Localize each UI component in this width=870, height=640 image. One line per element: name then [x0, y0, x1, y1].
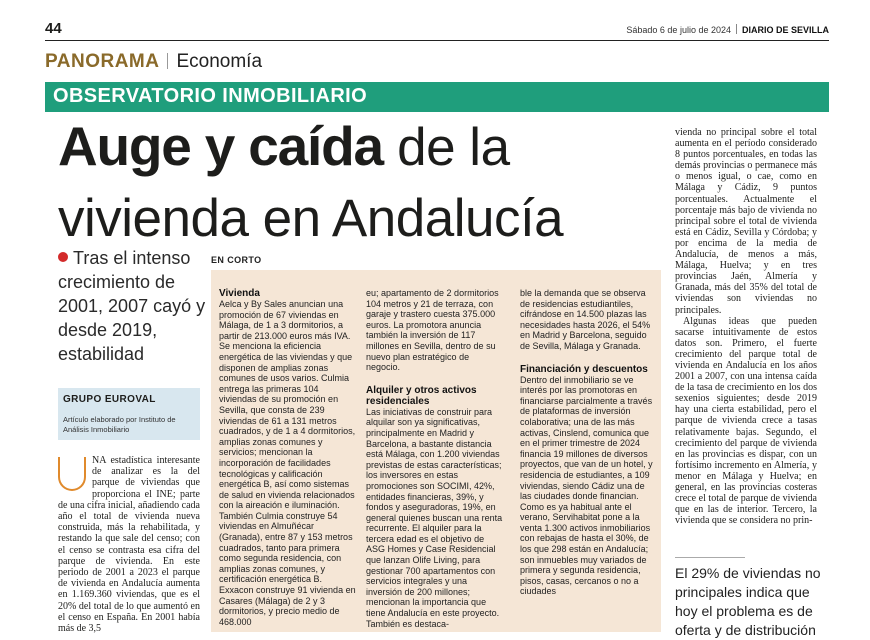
en-corto-paragraph: Aelca y By Sales anuncian una promoción de 67 viviendas en Málaga, de 1 a 3 dormitorios, a partir de 213.000 euros más IVA. Se menciona la eficiencia energética de las viviendas y que disponen de amplias zonas comunes de usos varios. Culmia entrega las primeras 104 viviendas de su promoción en Sevilla, que consta de 239 viviendas de 61 a 131 metros cuadrados, y de 1 a 4 dormitorios, amplias zonas comunes y servicios; mencionan la incorporación de facilidades tecnológicas y calificación energética B, así como sistemas de salud en vivienda relacionados con la aireación e iluminación. También Culmia construye 54 viviendas en Almuñécar (Granada), entre 87 y 153 metros cuadrados, tanto para primera como segunda residencia, con amplias zonas comunes, y certificación energética B. Exxacon construye 91 vivienda en Casares (Málaga) de 2 y 3 dormitorios, y precio medio de 468.000: [219, 299, 356, 627]
en-corto-column-3: [520, 288, 658, 597]
page-number: 44: [45, 20, 62, 37]
en-corto-heading-vivienda: Vivienda: [219, 288, 260, 299]
en-corto-paragraph: ble la demanda que se observa de residencias estudiantiles, cifrándose en 14.500 plazas las necesidades hasta 2026, el 54% en Madrid y Barcelona, seguido de Sevilla, Málaga y Granada.: [520, 288, 651, 351]
headline-bold: Auge y caída: [58, 115, 383, 177]
en-corto-paragraph: Dentro del inmobiliario se ve interés por las promotoras en financiarse parcialmente a través de plataformas de inversión colaborativa; una de las más activas, Cinslend, comunica que en el primer trimestre de 2024 financia 19 millones de diversos proyectos, que van de un hotel, y residencia de estudiantes, a 109 viviendas, siendo Cádiz una de las ciudades donde financian. Como es ya habitual ante el verano, Servihabitat pone a la venta 1.300 activos inmobiliarios con rebajas de hasta el 30%, de los que 298 están en Andalucía; son inmuebles muy variados de primera y segunda residencia, pisos, casas, cercanos o no a ciudades: [520, 374, 653, 597]
body-column-1: [58, 455, 200, 634]
subhead-text: Tras el intenso crecimiento de 2001, 2007 cayó y desde 2019, estabilidad: [58, 248, 206, 364]
newspaper-name: DIARIO DE SEVILLA: [741, 25, 829, 35]
section-banner: [45, 82, 829, 112]
headline-light-2: vivienda en Andalucía: [58, 189, 564, 248]
issue-date: Sábado 6 de julio de 2024: [626, 25, 731, 35]
spacer: [520, 352, 658, 364]
section-header: [45, 51, 262, 73]
body-paragraph: Algunas ideas que pueden sacarse intuitivamente de estos datos son. Primero, el fuerte crecimiento del parque total de vivienda en Andalucía en los años 2001 a 2007, con una intensa caída de la tasa de crecimiento en los dos sexenios siguientes; desde 2019 hay una cierta estabilidad, pero el parque de vivienda crece a tasas relativamente bajas. Segundo, el crecimiento del parque de vivienda en las provincias es dispar, con un fortísimo incremento en Almería, y menor en Málaga y Huelva; en general, en las provincias costeras crece el total de parque de vivienda que en las de interior. Tercero, la vivienda que se considera no prin-: [675, 315, 817, 527]
author-box: [58, 388, 200, 440]
en-corto-heading-alquiler: Alquiler y otros activos residenciales: [366, 384, 477, 407]
spacer: [366, 373, 504, 385]
header-rule: [45, 40, 829, 41]
headline-light-1: de la: [382, 118, 510, 177]
en-corto-column-2: [366, 288, 504, 629]
en-corto-label: EN CORTO: [211, 255, 262, 265]
subsection-name: Economía: [176, 51, 263, 72]
headline-line-1: [58, 117, 563, 190]
headline: [58, 117, 563, 248]
body-paragraph: vienda no principal sobre el total aumenta en el período considerado 8 puntos porcentuales, en todas las demás provincias o permanece más o menos igual, o cae, como en Málaga y Cádiz, 9 puntos porcentuales. Actualmente el porcentaje más bajo de vivienda no principal sobre el total de vivienda está en Cádiz, Sevilla y Córdoba; y por encima de la media de Andalucía, de menos a más, Málaga, Huelva; y en tres provincias Jaén, Almería y Granada, más del 35% del total de viviendas son viviendas no principales.: [675, 127, 817, 316]
en-corto-paragraph: eu; apartamento de 2 dormitorios 104 metros y 21 de terraza, con garaje y trastero cuesta 375.000 euros. La promotora anuncia también la inversión de 117 millones en Sevilla, dentro de su nuevo plan estratégico de negocio.: [366, 288, 499, 373]
author-role: Artículo elaborado por Instituto de Análisis Inmobiliario: [63, 415, 176, 434]
subhead: [58, 246, 206, 366]
drop-cap-u-icon: [58, 457, 86, 491]
en-corto-column-1: [219, 288, 357, 627]
section-name: PANORAMA: [45, 51, 160, 72]
pull-quote: El 29% de viviendas no principales indica que hoy el problema es de oferta y de distribución: [675, 565, 821, 638]
body-column-4: [675, 127, 817, 526]
en-corto-heading-financiacion: Financiación y descuentos: [520, 363, 648, 375]
section-separator: [167, 53, 168, 69]
banner-label: OBSERVATORIO INMOBILIARIO: [53, 85, 368, 107]
en-corto-paragraph: Las iniciativas de construir para alquilar son ya significativas, principalmente en Madrid y Barcelona, a bastante distancia está Málaga, con 1.200 viviendas previstas de estas características; los inversores en estas promociones son SOCIMI, 42%, entidades financieras, 39%, y fondos y aseguradoras, 19%, en general quienes buscan una renta recurrente. El alquiler para la tercera edad es el objetivo de ASG Homes y Case Residencial que lanzan Olife Living, para gestionar 700 apartamentos con servicios integrales y una inversión de 200 millones; mencionan la importancia que tiene Andalucía en este proyecto. También es destaca-: [366, 406, 503, 629]
author-name: GRUPO EUROVAL: [63, 394, 156, 405]
bullet-dot-icon: [58, 252, 68, 262]
body-col1-text: NA estadística interesante de analizar es la del parque de viviendas que proporciona el INE; parte de una cifra inicial, añadiendo cada año el total de vivienda nueva construida, más la rehabilitada, y restando la que sale del censo; con el censo se contrasta esa cifra del parque de vivienda. En este periodo de 2001 a 2023 el parque de vivienda en Andalucía aumenta en 1.169.360 viviendas, que es el 20% del total de lo que aumentó en el censo en España. En 2001 había más de 3,5: [58, 455, 200, 635]
pull-quote-rule: [675, 557, 745, 558]
dateline-separator: [736, 24, 737, 34]
dateline: [626, 24, 829, 35]
